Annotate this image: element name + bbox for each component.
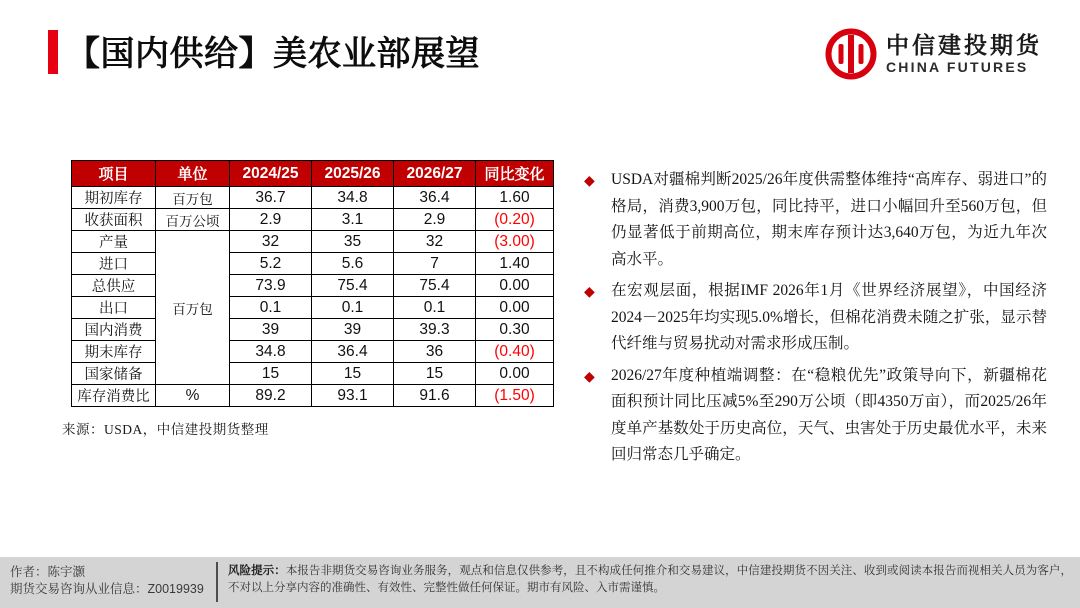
cell-value: 0.1	[312, 297, 394, 319]
cell-value: 0.1	[394, 297, 476, 319]
cell-value: 36.7	[230, 187, 312, 209]
bullet-item	[584, 363, 1047, 469]
diamond-bullet-icon: ◆	[584, 173, 595, 189]
cell-value: 32	[230, 231, 312, 253]
cell-value: 36.4	[312, 341, 394, 363]
table-row	[72, 363, 554, 385]
bullet-text: 在宏观层面，根据IMF 2026年1月《世界经济展望》，中国经济2024－2025年均实现5.0%增长，但棉花消费未随之扩张，显示替代纤维与贸易扰动对需求形成压制。	[611, 282, 1047, 352]
row-label: 总供应	[72, 275, 156, 297]
author-license: 期货交易咨询从业信息：Z0019939	[10, 582, 204, 596]
row-unit: 百万公顷	[156, 209, 230, 231]
cell-value: 2.9	[394, 209, 476, 231]
cell-value: 3.1	[312, 209, 394, 231]
bullet-item	[584, 278, 1047, 358]
cell-value: 93.1	[312, 385, 394, 407]
risk-disclaimer	[228, 563, 1072, 597]
cell-yoy: 0.00	[476, 275, 554, 297]
cell-value: 34.8	[312, 187, 394, 209]
row-label: 出口	[72, 297, 156, 319]
cell-value: 32	[394, 231, 476, 253]
row-label: 收获面积	[72, 209, 156, 231]
cell-yoy: 0.30	[476, 319, 554, 341]
table-row	[72, 231, 554, 253]
row-label: 期末库存	[72, 341, 156, 363]
logo-text	[886, 33, 1042, 76]
risk-label: 风险提示：	[228, 565, 286, 577]
table-row	[72, 385, 554, 407]
cell-value: 75.4	[394, 275, 476, 297]
cell-yoy: (0.20)	[476, 209, 554, 231]
cell-value: 5.2	[230, 253, 312, 275]
cell-yoy: 0.00	[476, 363, 554, 385]
row-label: 期初库存	[72, 187, 156, 209]
cell-yoy: (1.50)	[476, 385, 554, 407]
diamond-bullet-icon: ◆	[584, 284, 595, 300]
footer-bar	[0, 557, 1080, 608]
risk-text: 本报告非期货交易咨询业务服务，观点和信息仅供参考，且不构成任何推介和交易建议，中信建投期货不因关注、收到或阅读本报告而视相关人员为客户，不对以上分享内容的准确性、有效性、完整性做任何保证。期市有风险、入市需谨慎。	[228, 565, 1072, 594]
logo-cn-text: 中信建投期货	[886, 31, 1042, 58]
cell-value: 35	[312, 231, 394, 253]
source-note: 来源：USDA，中信建投期货整理	[62, 422, 269, 437]
cell-yoy: 1.40	[476, 253, 554, 275]
table-row	[72, 209, 554, 231]
cell-value: 5.6	[312, 253, 394, 275]
usda-outlook-table	[71, 160, 554, 407]
cell-value: 34.8	[230, 341, 312, 363]
cell-value: 75.4	[312, 275, 394, 297]
page-title: 【国内供给】美农业部展望	[66, 35, 480, 73]
cell-value: 39.3	[394, 319, 476, 341]
col-header-item: 项目	[72, 161, 156, 187]
cell-value: 0.1	[230, 297, 312, 319]
cell-value: 2.9	[230, 209, 312, 231]
table-row	[72, 319, 554, 341]
cell-value: 36	[394, 341, 476, 363]
table-header-row	[72, 161, 554, 187]
cell-yoy: (3.00)	[476, 231, 554, 253]
cell-value: 73.9	[230, 275, 312, 297]
table-row	[72, 187, 554, 209]
company-logo	[825, 28, 1042, 80]
bullet-item	[584, 167, 1047, 273]
diamond-bullet-icon: ◆	[584, 368, 595, 385]
row-label: 国家储备	[72, 363, 156, 385]
table-row	[72, 341, 554, 363]
table-row	[72, 275, 554, 297]
footer-divider	[216, 562, 218, 602]
cell-value: 39	[312, 319, 394, 341]
row-label: 进口	[72, 253, 156, 275]
row-label: 国内消费	[72, 319, 156, 341]
row-label: 产量	[72, 231, 156, 253]
citic-logo-icon	[825, 28, 877, 80]
bullet-text: USDA对疆棉判断2025/26年度供需整体维持“高库存、弱进口”的格局，消费3,900万包，同比持平，进口小幅回升至560万包，但仍显著低于前期高位，期末库存预计达3,640万包，为近九年次高水平。	[611, 171, 1047, 268]
row-label: 库存消费比	[72, 385, 156, 407]
cell-value: 15	[312, 363, 394, 385]
cell-value: 36.4	[394, 187, 476, 209]
table-row	[72, 253, 554, 275]
cell-yoy: 0.00	[476, 297, 554, 319]
cell-value: 89.2	[230, 385, 312, 407]
author-name: 作者：陈宇灏	[10, 565, 86, 579]
cell-value: 91.6	[394, 385, 476, 407]
title-accent-bar	[48, 30, 58, 74]
commentary-list	[584, 167, 1047, 469]
author-info	[10, 564, 204, 598]
cell-value: 15	[230, 363, 312, 385]
table-row	[72, 297, 554, 319]
col-header-yoy: 同比变化	[476, 161, 554, 187]
col-header-2024-25: 2024/25	[230, 161, 312, 187]
cell-value: 39	[230, 319, 312, 341]
cell-yoy: 1.60	[476, 187, 554, 209]
row-unit: %	[156, 385, 230, 407]
cell-value: 15	[394, 363, 476, 385]
cell-value: 7	[394, 253, 476, 275]
merged-unit-cell: 百万包	[156, 231, 230, 385]
col-header-unit: 单位	[156, 161, 230, 187]
col-header-2026-27: 2026/27	[394, 161, 476, 187]
cell-yoy: (0.40)	[476, 341, 554, 363]
row-unit: 百万包	[156, 187, 230, 209]
logo-en-text: CHINA FUTURES	[886, 58, 1029, 75]
bullet-text: 2026/27年度种植端调整：在“稳粮优先”政策导向下，新疆棉花面积预计同比压减5%至290万公顷（即4350万亩），而2025/26年度单产基数处于历史高位，天气、虫害处于历史最优水平，未来回归常态几乎确定。	[611, 366, 1047, 463]
col-header-2025-26: 2025/26	[312, 161, 394, 187]
